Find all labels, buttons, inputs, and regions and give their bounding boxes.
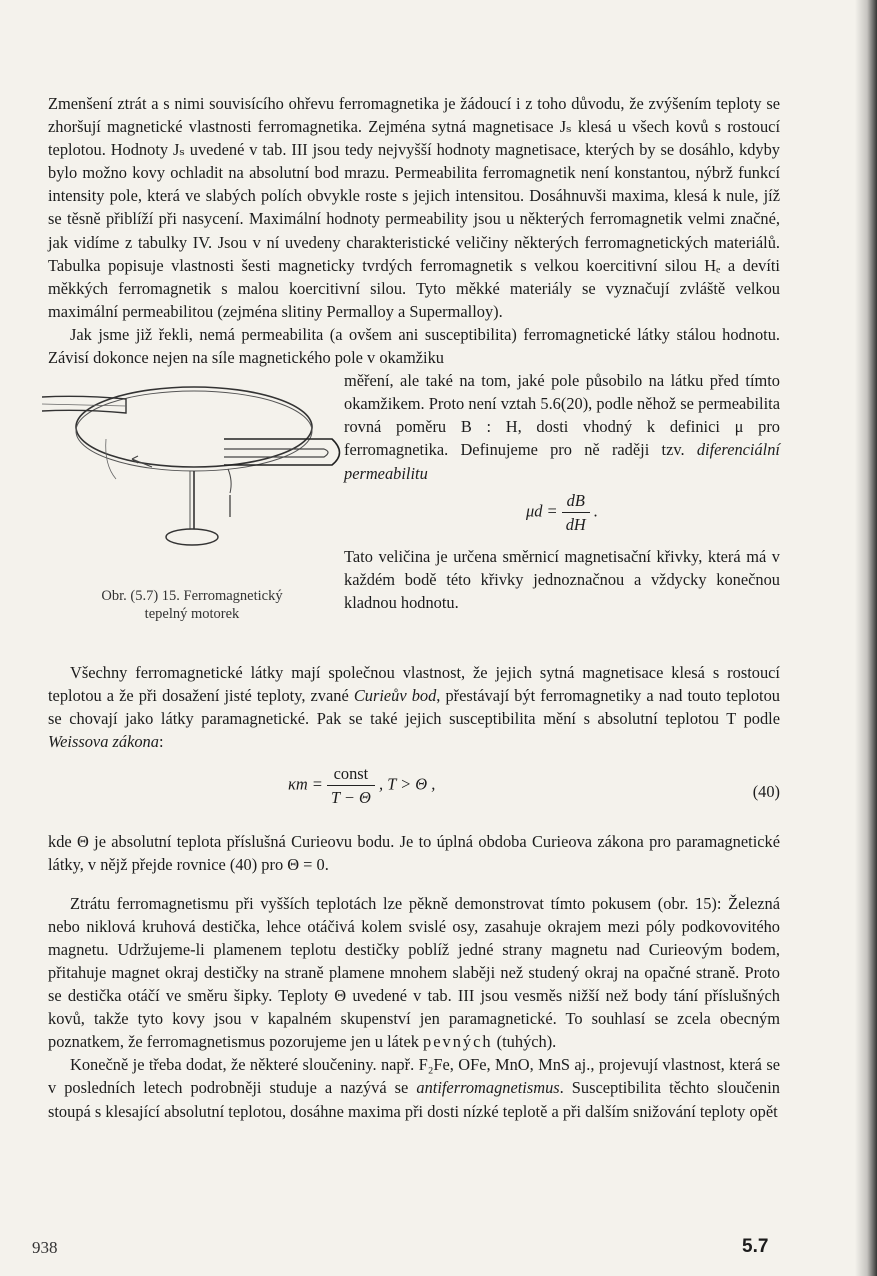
paragraph-7: [48, 892, 780, 1054]
equation-40-lhs: κm =: [288, 773, 323, 793]
paragraph-5: [48, 661, 780, 753]
paragraph-5-text-c: :: [158, 732, 164, 752]
formula-mu-denominator: dH: [565, 514, 586, 534]
equation-40-denominator: T − Θ: [330, 787, 371, 807]
formula-mu-lhs: μd =: [526, 500, 558, 520]
term-curie-point: Curieův bod: [353, 686, 437, 706]
paragraph-7-text-a: Ztrátu ferromagnetismu při vyšších teplotách lze pěkně demonstrovat tímto pokusem (obr. 15): Železná nebo niklová kruhová destička, lehce otáčivá kolem svislé osy, zasahuje okrajem mezi póly podkovovitého magnetu. Udržujeme-li plamenem teplotu destičky poblíž jedné strany magnetu nad Curieovým bodem, přitahuje magnet okraj destičky na straně plamene mnohem slaběji než studený okraj na opačné straně. Proto se destička otáčí ve směru šipky. Teploty Θ uvedené v tab. III jsou vesměs nižší než body tání příslušných kovů, takže tyto kovy jsou v kapalném skupenství jen paramagnetické. To souhlasí se zcela obecným poznatkem, že ferromagnetismus pozorujeme jen u látek: [48, 893, 780, 1052]
paragraph-5-text-b: , přestávají být ferromagnetiky a nad touto teplotou se chovají jako látky paramagnetické. Pak se také jejich susceptibilita mění s absolutní teplotou T podle: [48, 686, 780, 729]
section-number: 5.7: [742, 1236, 769, 1257]
page-number: 938: [32, 1238, 58, 1257]
paragraph-6: kde Θ je absolutní teplota příslušná Curieovu bodu. Je to úplná obdoba Curieova zákona pro paramagnetické látky, v nějž přejde rovnice (40) pro Θ = 0.: [48, 831, 780, 874]
paragraph-8-text-b: . Susceptibilita těchto sloučenin stoupá s klesající absolutní teplotou, dosáhne maxima při dosti nízké teplotě a při dalším snižování teploty opět: [48, 1078, 780, 1121]
paragraph-5-text-a: Všechny ferromagnetické látky mají společnou vlastnost, že jejich sytná magnetisace klesá s rostoucí teplotou a že při dosažení jisté teploty, zvané: [48, 663, 780, 706]
term-antiferromagnetism: antiferromagnetismus: [416, 1078, 560, 1098]
paragraph-2: Jak jsme již řekli, nemá permeabilita (a ovšem ani susceptibilita) ferromagnetické látky stálou hodnotu. Závisí dokonce nejen na síle magnetického pole v okamžiku: [48, 324, 780, 368]
figure-caption-line-2: tepelný motorek: [144, 606, 240, 623]
formula-mu-fraction: [562, 489, 590, 536]
page-body: [48, 92, 780, 1123]
formula-mu-numerator: dB: [562, 489, 590, 513]
figure-caption: [42, 587, 342, 623]
paragraph-3-text: měření, ale také na tom, jaké pole působilo na látku před tímto okamžikem. Proto není vztah 5.6(20), podle něhož se permeabilita rovná poměru B : H, dosti vhodný k definici μ pro ferromagnetika. Definujeme pro ně raději tzv.: [344, 371, 780, 460]
paragraph-8: [48, 1053, 780, 1122]
equation-40-numerator: const: [327, 762, 375, 786]
formula-differential-permeability: [48, 489, 780, 537]
equation-40-tail: , T > Θ ,: [379, 773, 436, 793]
paragraph-8-text-a: Konečně je třeba dodat, že některé sloučeniny. např. F₂Fe, OFe, MnO, MnS aj., projevují vlastnost, která se v posledních letech podrobněji studuje a nazývá se: [48, 1055, 780, 1098]
equation-40: [48, 762, 780, 824]
term-weiss-law: Weissova zákona: [48, 732, 159, 752]
term-solid: pevných: [423, 1032, 493, 1052]
equation-number: (40): [752, 781, 780, 801]
paragraph-7-text-b: (tuhých).: [492, 1032, 557, 1052]
figure-caption-line-1: Obr. (5.7) 15. Ferromagnetický: [101, 588, 283, 605]
term-differential-permeability: diferenciální permeabilitu: [344, 440, 780, 483]
thermomagnetic-motor-illustration: [42, 369, 342, 579]
paragraph-gap: [48, 876, 780, 892]
paragraph-4: Tato veličina je určena směrnicí magnetisační křivky, která má v každém bodě této křivky jednoznačnou a vždycky konečnou kladnou hodnotu.: [344, 546, 780, 612]
formula-mu-tail: .: [593, 500, 598, 520]
equation-40-fraction: [327, 762, 375, 809]
page-edge-shadow: [855, 0, 877, 1276]
paragraph-1: Zmenšení ztrát a s nimi souvisícího ohřevu ferromagnetika je žádoucí i z toho důvodu, že zvýšením teploty se zhoršují magnetické vlastnosti ferromagnetika. Zejména sytná magnetisace Jₛ klesá u všech kovů s rostoucí teplotou. Hodnoty Jₛ uvedené v tab. III jsou tedy nejvyšší hodnoty magnetisace, kterých by se dosáhlo, kdyby bylo možno kovy ochladit na absolutní bod mrazu. Permeabilita ferromagnetik není konstantou, nýbrž funkcí intensity pole, která ve slabých polích obvykle roste s jejich intensitou. Dosáhnuvši maxima, klesá k nule, jíž se těsně přiblíží při nasycení. Maximální hodnoty permeability jsou u některých ferromagnetik velmi značné, jak vidíme z tabulky IV. Jsou v ní uvedeny charakteristické veličiny některých ferromagnetických materiálů. Tabulka popisuje vlastnosti šesti magneticky tvrdých ferromagnetik s velkou koercitivní silou Hₑ a devíti měkkých ferromagnetik s malou koercitivní silou. Tyto měkké materiály se vyznačují zvláště velkou maximální permeabilitou (zejména slitiny Permalloy a Supermalloy).: [48, 94, 780, 321]
equation-40-main: [288, 762, 435, 809]
